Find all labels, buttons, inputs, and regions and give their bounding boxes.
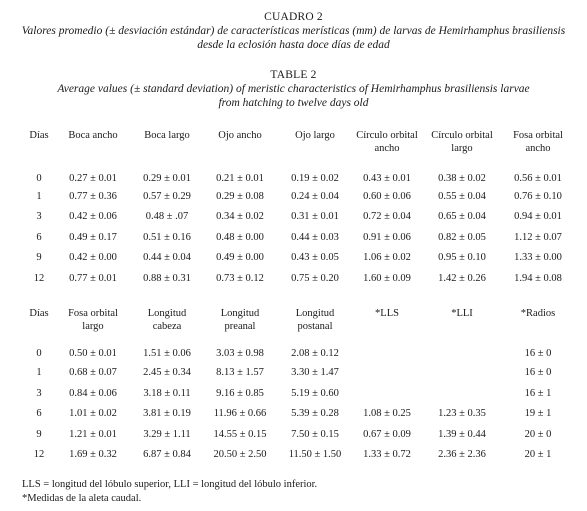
- column-header-line: Boca largo: [144, 130, 190, 141]
- column-header: [200, 129, 280, 142]
- column-header-line: postanal: [297, 321, 333, 332]
- table-cell: 1.23 ± 0.35: [438, 408, 486, 419]
- table-cell: 0.68 ± 0.07: [69, 367, 117, 378]
- table-cell: 2.08 ± 0.12: [291, 348, 339, 359]
- column-header: [498, 129, 578, 155]
- column-header-line: Círculo orbital: [431, 130, 493, 141]
- footnote-abbreviations: LLS = longitud del lóbulo superior, LLI = longitud del lóbulo inferior.: [22, 479, 318, 490]
- column-header: [127, 129, 207, 142]
- row-day-cell: 1: [36, 367, 42, 378]
- column-header: [127, 307, 207, 333]
- table-cell: 19 ± 1: [524, 408, 552, 419]
- table-cell: 0.94 ± 0.01: [514, 211, 562, 222]
- table-cell: 0.43 ± 0.01: [363, 173, 411, 184]
- table-cell: 3.81 ± 0.19: [143, 408, 191, 419]
- table-cell: 0.67 ± 0.09: [363, 429, 411, 440]
- caption-label: CUADRO 2: [264, 11, 323, 23]
- row-day-cell: 3: [36, 388, 42, 399]
- table-cell: 8.13 ± 1.57: [216, 367, 264, 378]
- column-header-line: Longitud: [220, 308, 260, 319]
- table-cell: 20 ± 0: [524, 429, 552, 440]
- table-cell: 1.33 ± 0.72: [363, 449, 411, 460]
- column-header-line: Fosa orbital: [68, 308, 118, 319]
- caption-title-line: Valores promedio (± desviación estándar) de características merísticas (mm) de larvas de Hemirhamphus brasiliensis: [21, 25, 566, 37]
- table-cell: 1.06 ± 0.02: [363, 252, 411, 263]
- table-cell: 1.42 ± 0.26: [438, 273, 486, 284]
- column-header-line: Boca ancho: [68, 130, 118, 141]
- caption-title-line: Average values (± standard deviation) of meristic characteristics of Hemirhamphus brasiliensis larvae: [57, 83, 530, 95]
- table-cell: 3.30 ± 1.47: [291, 367, 339, 378]
- table-cell: 0.49 ± 0.17: [69, 232, 117, 243]
- table-cell: 0.95 ± 0.10: [438, 252, 486, 263]
- table-cell: 0.77 ± 0.36: [69, 191, 117, 202]
- table-cell: 0.73 ± 0.12: [216, 273, 264, 284]
- row-day-cell: 0: [36, 173, 42, 184]
- footnote-caudal-fin: *Medidas de la aleta caudal.: [22, 493, 142, 504]
- table-cell: 0.48 ± 0.00: [216, 232, 264, 243]
- table-cell: 20.50 ± 2.50: [213, 449, 267, 460]
- table-cell: 16 ± 0: [524, 348, 552, 359]
- table-cell: 16 ± 0: [524, 367, 552, 378]
- table-cell: 6.87 ± 0.84: [143, 449, 191, 460]
- column-header-line: preanal: [224, 321, 256, 332]
- table-cell: 1.01 ± 0.02: [69, 408, 117, 419]
- table-cell: 0.75 ± 0.20: [291, 273, 339, 284]
- column-header-line: *LLI: [451, 308, 473, 319]
- table-cell: 0.43 ± 0.05: [291, 252, 339, 263]
- table-cell: 0.50 ± 0.01: [69, 348, 117, 359]
- column-header-line: Longitud: [295, 308, 335, 319]
- row-day-cell: 9: [36, 429, 42, 440]
- table-cell: 0.42 ± 0.06: [69, 211, 117, 222]
- table-cell: 1.08 ± 0.25: [363, 408, 411, 419]
- column-header-line: *LLS: [375, 308, 399, 319]
- table-cell: 0.31 ± 0.01: [291, 211, 339, 222]
- table-cell: 0.44 ± 0.04: [143, 252, 191, 263]
- table-cell: 1.94 ± 0.08: [514, 273, 562, 284]
- column-header-line: Días: [29, 130, 49, 141]
- table-cell: 11.50 ± 1.50: [288, 449, 342, 460]
- column-header-line: largo: [82, 321, 104, 332]
- row-day-cell: 6: [36, 232, 42, 243]
- table-cell: 3.03 ± 0.98: [216, 348, 264, 359]
- table-cell: 1.51 ± 0.06: [143, 348, 191, 359]
- table-cell: 0.51 ± 0.16: [143, 232, 191, 243]
- column-header-line: *Radios: [520, 308, 556, 319]
- table-cell: 0.82 ± 0.05: [438, 232, 486, 243]
- row-day-cell: 0: [36, 348, 42, 359]
- table-cell: 0.38 ± 0.02: [438, 173, 486, 184]
- table-cell: 0.34 ± 0.02: [216, 211, 264, 222]
- table-cell: 1.21 ± 0.01: [69, 429, 117, 440]
- column-header-line: ancho: [525, 143, 551, 154]
- row-day-cell: 1: [36, 191, 42, 202]
- column-header-line: Círculo orbital: [356, 130, 418, 141]
- table-cell: 1.12 ± 0.07: [514, 232, 562, 243]
- column-header-line: cabeza: [152, 321, 182, 332]
- caption-english: [0, 68, 587, 110]
- table-cell: 2.45 ± 0.34: [143, 367, 191, 378]
- column-header-line: Ojo ancho: [218, 130, 262, 141]
- table-cell: 0.91 ± 0.06: [363, 232, 411, 243]
- column-header-line: Días: [29, 308, 49, 319]
- table-cell: 5.19 ± 0.60: [291, 388, 339, 399]
- table-cell: 3.18 ± 0.11: [143, 388, 191, 399]
- table-cell: 0.77 ± 0.01: [69, 273, 117, 284]
- table-cell: 0.24 ± 0.04: [291, 191, 339, 202]
- table-cell: 0.56 ± 0.01: [514, 173, 562, 184]
- table-cell: 0.49 ± 0.00: [216, 252, 264, 263]
- table-cell: 7.50 ± 0.15: [291, 429, 339, 440]
- column-header: [53, 307, 133, 333]
- table-cell: 0.84 ± 0.06: [69, 388, 117, 399]
- table-cell: 0.27 ± 0.01: [69, 173, 117, 184]
- table-cell: 20 ± 1: [524, 449, 552, 460]
- table-cell: 0.57 ± 0.29: [143, 191, 191, 202]
- table-cell: 9.16 ± 0.85: [216, 388, 264, 399]
- table-cell: 0.29 ± 0.08: [216, 191, 264, 202]
- row-day-cell: 12: [33, 273, 45, 284]
- caption-label: TABLE 2: [270, 69, 317, 81]
- table-cell: 0.48 ± .07: [145, 211, 189, 222]
- column-header-line: Ojo largo: [295, 130, 335, 141]
- table-cell: 16 ± 1: [524, 388, 552, 399]
- column-header: [498, 307, 578, 320]
- table-cell: 11.96 ± 0.66: [213, 408, 267, 419]
- column-header-line: largo: [451, 143, 473, 154]
- column-header: [347, 307, 427, 320]
- table-cell: 0.29 ± 0.01: [143, 173, 191, 184]
- column-header: [53, 129, 133, 142]
- table-cell: 0.55 ± 0.04: [438, 191, 486, 202]
- column-header: [422, 129, 502, 155]
- column-header: [275, 307, 355, 333]
- row-day-cell: 12: [33, 449, 45, 460]
- column-header: [347, 129, 427, 155]
- table-cell: 0.60 ± 0.06: [363, 191, 411, 202]
- table-cell: 5.39 ± 0.28: [291, 408, 339, 419]
- table-cell: 0.72 ± 0.04: [363, 211, 411, 222]
- row-day-cell: 9: [36, 252, 42, 263]
- table-cell: 0.42 ± 0.00: [69, 252, 117, 263]
- column-header-line: ancho: [374, 143, 400, 154]
- caption-spanish: [0, 10, 587, 52]
- table-cell: 1.39 ± 0.44: [438, 429, 486, 440]
- row-day-cell: 6: [36, 408, 42, 419]
- column-header: [200, 307, 280, 333]
- table-cell: 0.19 ± 0.02: [291, 173, 339, 184]
- table-cell: 0.88 ± 0.31: [143, 273, 191, 284]
- row-day-cell: 3: [36, 211, 42, 222]
- table-cell: 1.69 ± 0.32: [69, 449, 117, 460]
- column-header: [275, 129, 355, 142]
- table-cell: 2.36 ± 2.36: [438, 449, 486, 460]
- table-cell: 0.76 ± 0.10: [514, 191, 562, 202]
- column-header: [422, 307, 502, 320]
- table-cell: 1.33 ± 0.00: [514, 252, 562, 263]
- column-header-line: Fosa orbital: [513, 130, 563, 141]
- table-cell: 1.60 ± 0.09: [363, 273, 411, 284]
- table-cell: 0.21 ± 0.01: [216, 173, 264, 184]
- caption-title-line: desde la eclosión hasta doce días de edad: [197, 39, 390, 51]
- caption-title-line: from hatching to twelve days old: [218, 97, 369, 109]
- table-cell: 3.29 ± 1.11: [143, 429, 191, 440]
- table-cell: 0.44 ± 0.03: [291, 232, 339, 243]
- table-cell: 14.55 ± 0.15: [213, 429, 267, 440]
- column-header-line: Longitud: [147, 308, 187, 319]
- table-cell: 0.65 ± 0.04: [438, 211, 486, 222]
